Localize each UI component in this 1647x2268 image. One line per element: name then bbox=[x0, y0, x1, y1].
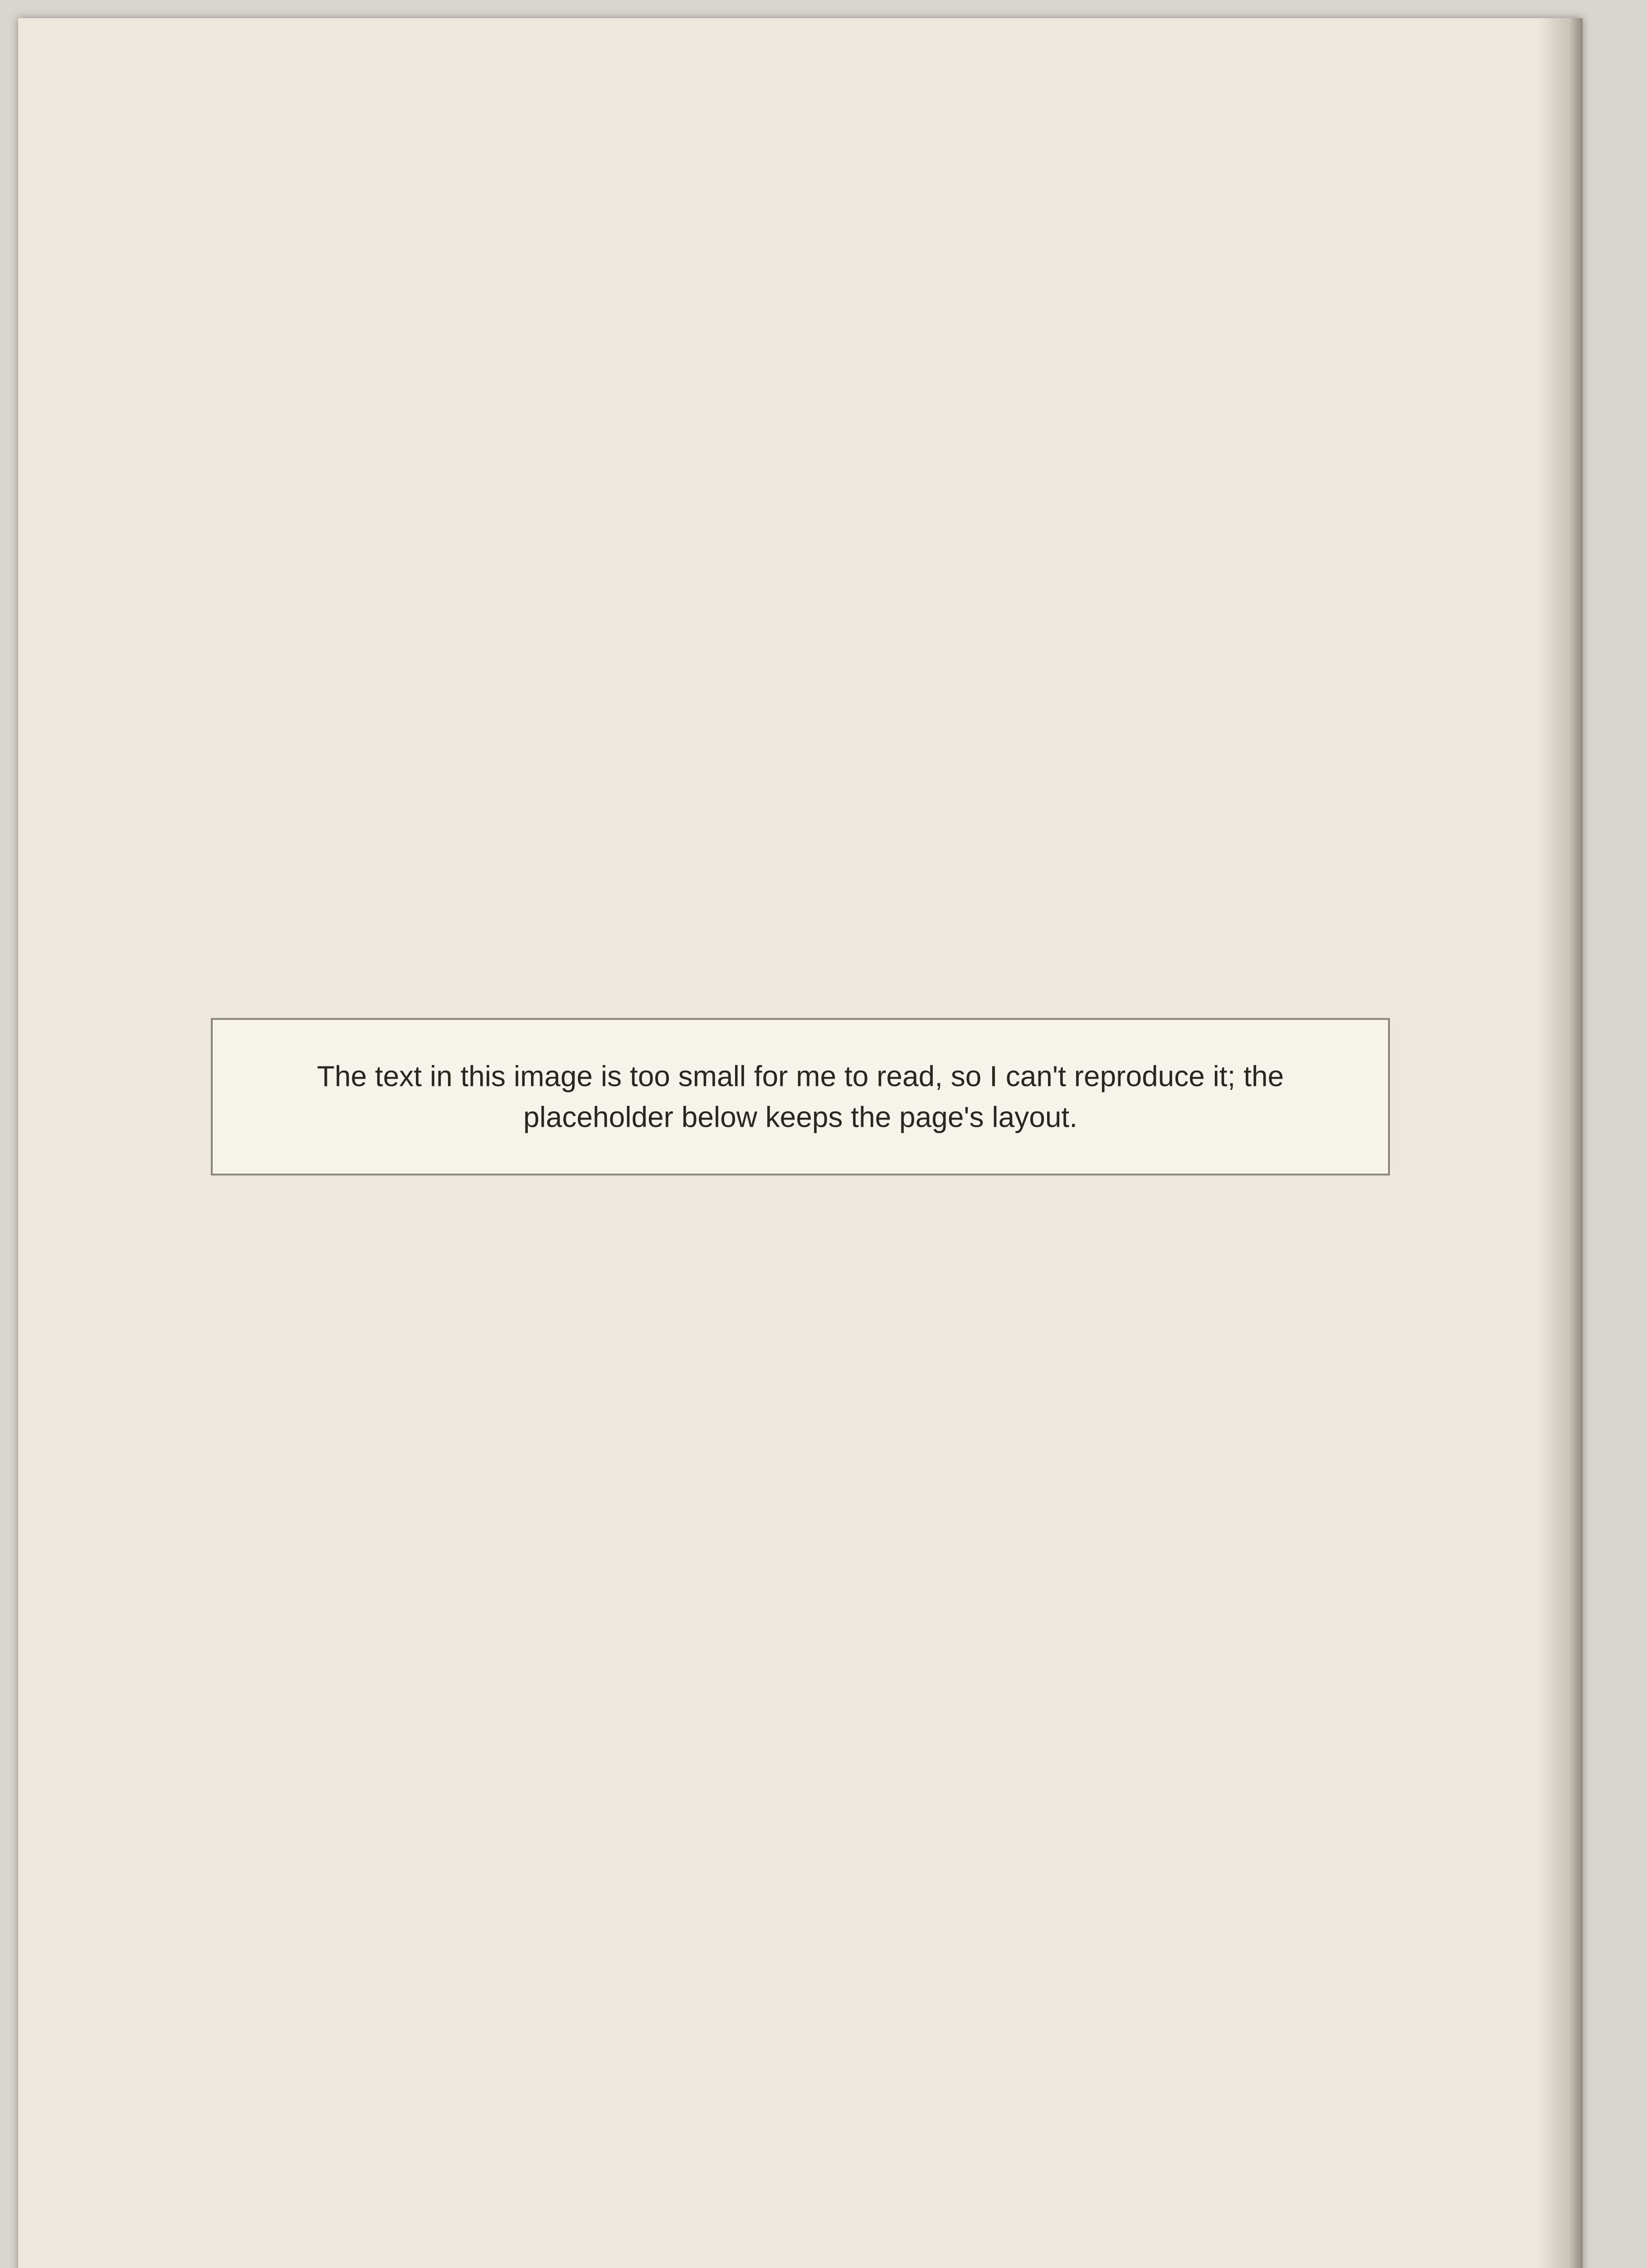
newspaper-page bbox=[18, 18, 1583, 2268]
illegible-content-notice: The text in this image is too small for me to read, so I can't reproduce it; the placeholder below keeps the page's layout. bbox=[211, 1018, 1390, 1176]
page-edge-shadow bbox=[1537, 18, 1583, 2268]
